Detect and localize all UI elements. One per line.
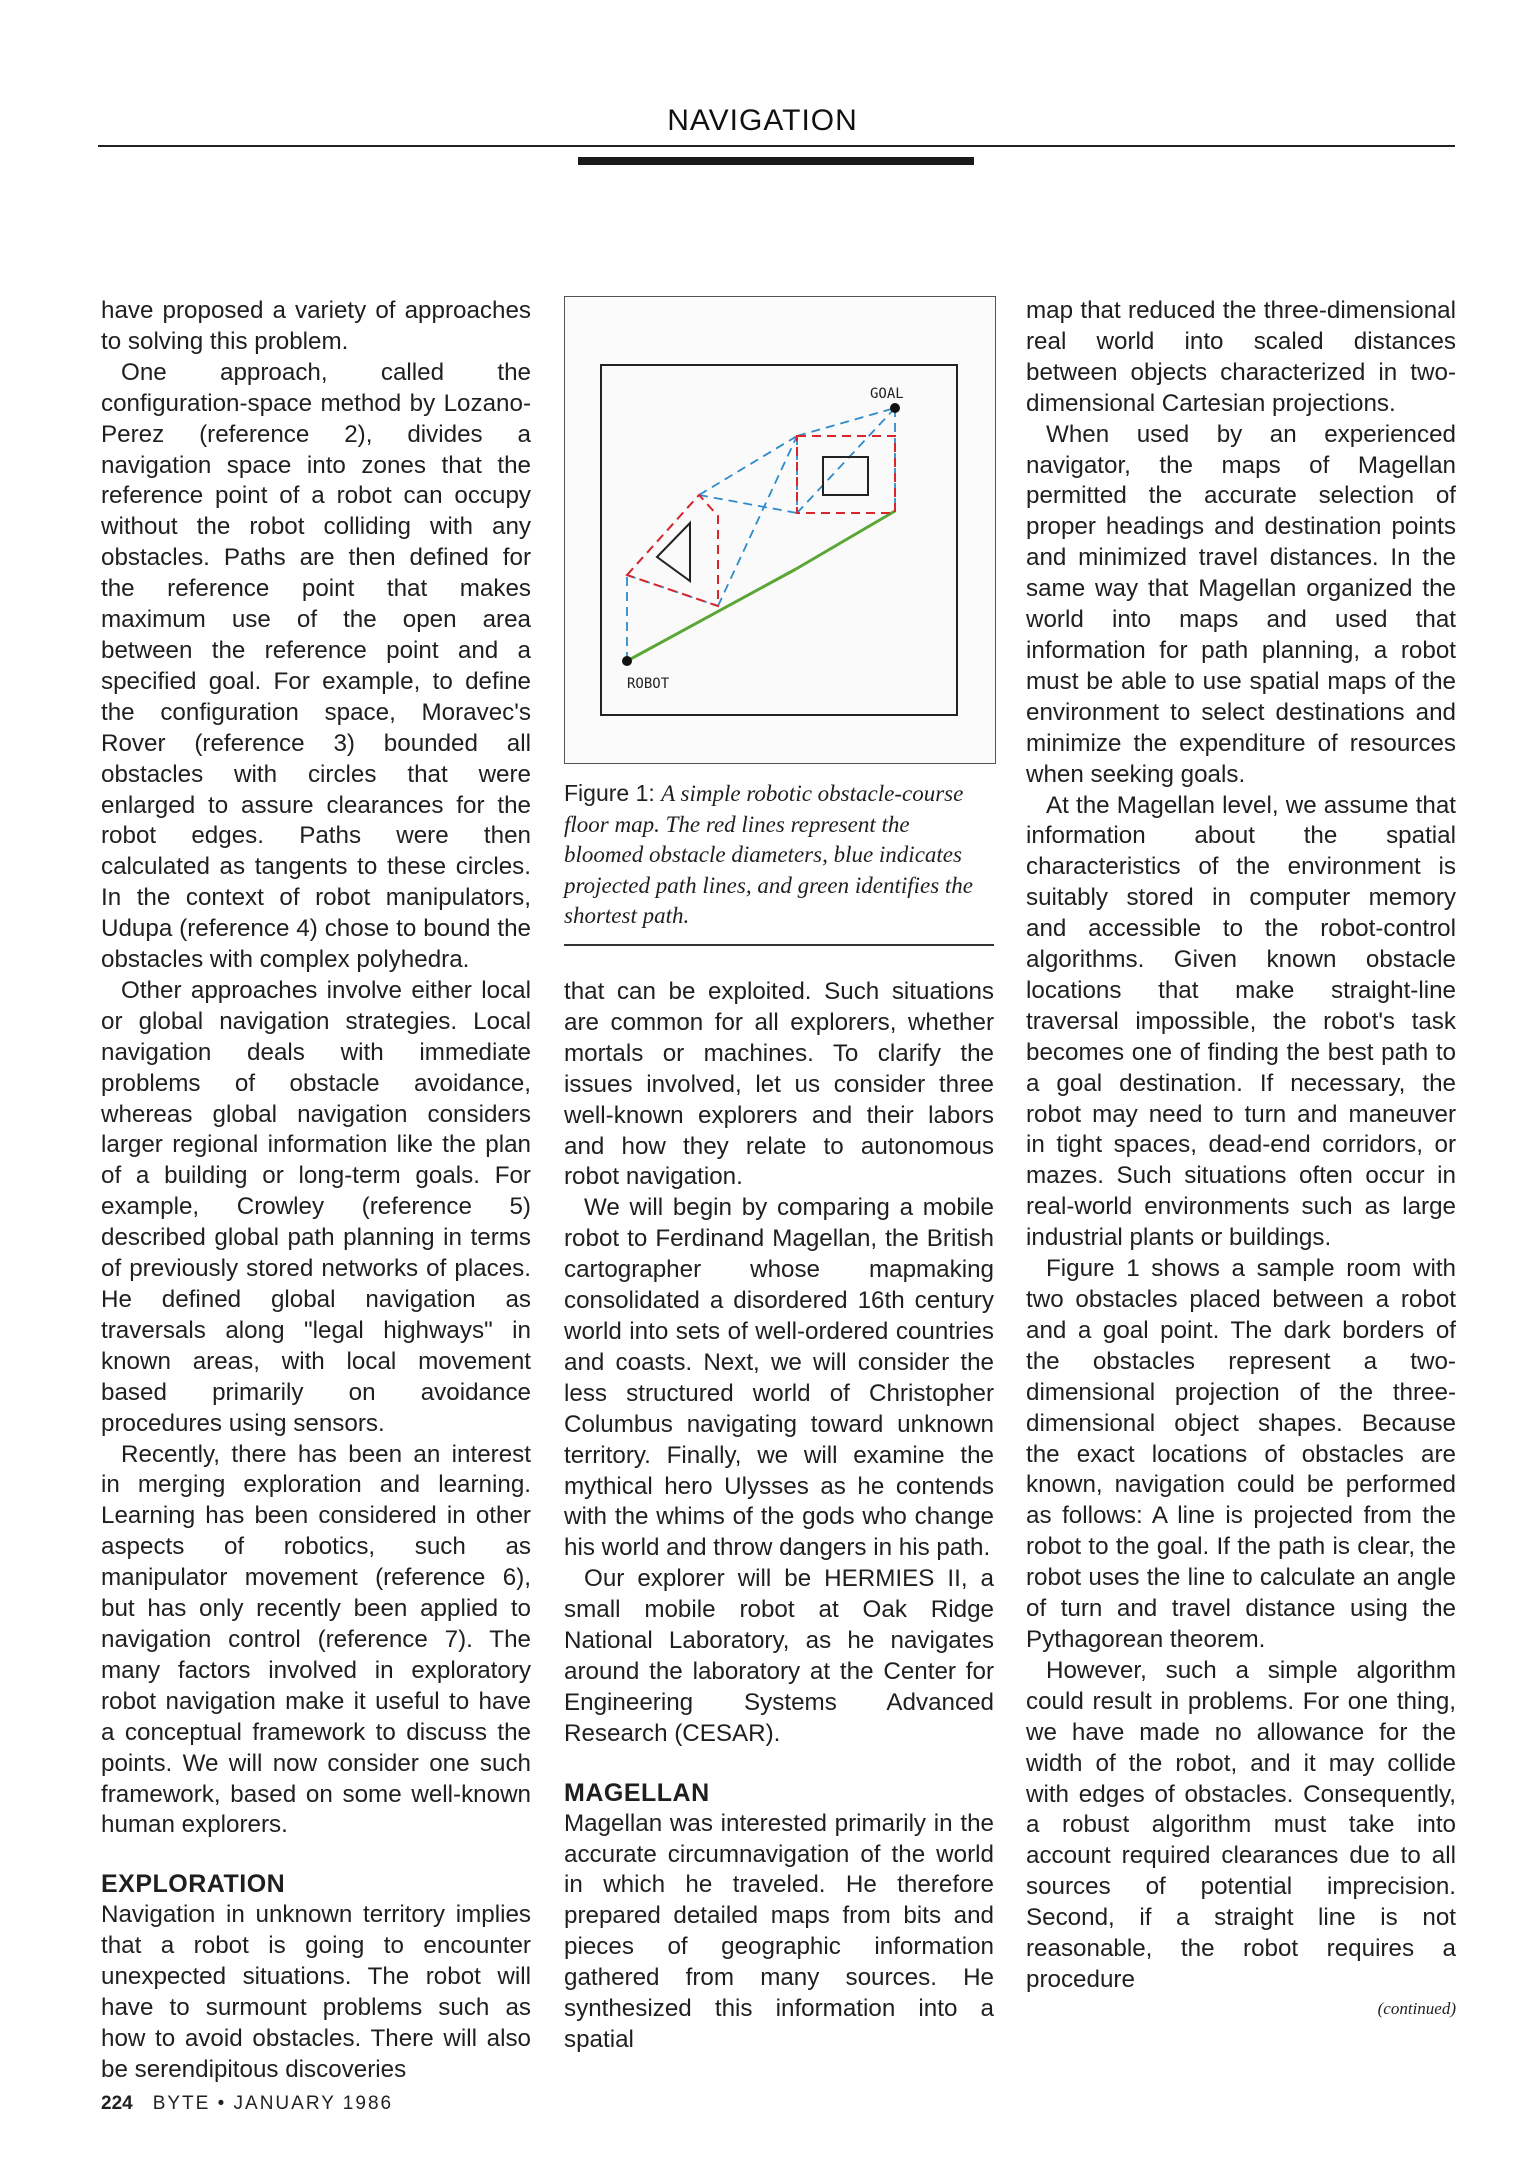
floor-map-diagram <box>565 297 995 763</box>
paragraph: map that reduced the three-dimensional real world into scaled distances between objects characterized in two-dimensional Cartesian projections. <box>1026 297 1456 417</box>
paragraph: We will begin by comparing a mobile robot to Ferdinand Magellan, the British cartographer whose mapmaking consolidated a disordered 16th century world into sets of well-ordered countries and coasts. Next, we will consider the less structured world of Christopher Columbus navigating toward unknown territory. Finally, we will examine the mythical hero Ulysses as he contends with the whims of the gods who change his world and throw dangers in his path. <box>564 1194 994 1562</box>
paragraph: that can be exploited. Such situations are common for all explorers, whether mortals or machines. To clarify the issues involved, let us consider three well-known explorers and their labors and how they relate to autonomous robot navigation. <box>564 978 994 1191</box>
paragraph: When used by an experienced navigator, the maps of Magellan permitted the accurate selection of proper headings and destination points and minimized travel distances. In the same way that Magellan organized the world into maps and used that information for path planning, a robot must be able to use spatial maps of the environment to select destinations and minimize the expenditure of resources when seeking goals. <box>1026 420 1456 788</box>
continued-note: (continued) <box>1377 1998 1456 2018</box>
paragraph: At the Magellan level, we assume that information about the spatial characteristics of the environment is suitably stored in computer memory and accessible to the robot-control algorithms. Given known obstacle locations that make straight-line traversal impossible, the robot's task becomes one of finding the best path to a goal destination. If necessary, the robot may need to turn and maneuver in tight spaces, dead-end corridors, or mazes. Such situations often occur in real-world environments such as large industrial plants or buildings. <box>1026 791 1456 1252</box>
room-outline <box>601 365 957 715</box>
paragraph: Magellan was interested primarily in the accurate circumnavigation of the world in which he traveled. He therefore prepared detailed maps from bits and pieces of geographic information gathered from many sources. He synthesized this information into a spatial <box>564 1809 994 2053</box>
magazine-issue: BYTE • JANUARY 1986 <box>152 2093 394 2114</box>
goal-label: GOAL <box>870 386 904 402</box>
paragraph: However, such a simple algorithm could result in problems. For one thing, we have made no allowance for the width of the robot, and it may collide with edges of obstacles. Consequently, a robust algorithm must take into account required clearances due to all sources of potential imprecision. Second, if a straight line is not reasonable, the robot requires a procedure <box>1026 1656 1456 1993</box>
header-bar <box>578 157 974 165</box>
header-rule <box>98 145 1455 147</box>
goal-point <box>890 403 900 413</box>
paragraph: Navigation in unknown territory implies that a robot is going to encounter unexpected situations. The robot will have to surmount problems such as how to avoid obstacles. There will also be serendipitous discoveries <box>101 1901 531 2083</box>
robot-label: ROBOT <box>627 676 670 692</box>
caption-text: A simple robotic obstacle-course floor map. The red lines represent the bloomed obstacle diameters, blue indicates projected path lines, and green identifies the shortest path. <box>564 781 974 928</box>
caption-label: Figure 1: <box>564 780 662 806</box>
section-header: NAVIGATION <box>667 104 858 137</box>
paragraph: One approach, called the configuration-space method by Lozano-Perez (reference 2), divides a navigation space into zones that the reference point of a robot can occupy without the robot colliding with any obstacles. Paths are then defined for the reference point that makes maximum use of the open area between the reference point and a specified goal. For example, to define the configuration space, Moravec's Rover (reference 3) bounded all obstacles with circles that were enlarged to assure clearances for the robot edges. Paths were then calculated as tangents to these circles. In the context of robot manipulators, Udupa (reference 4) chose to bound the obstacles with complex polyhedra. <box>101 358 531 974</box>
paragraph: have proposed a variety of approaches to solving this problem. <box>101 297 531 355</box>
column-1 <box>101 296 531 2086</box>
section-heading: MAGELLAN <box>564 1778 710 1807</box>
figure-caption <box>564 778 994 932</box>
paragraph: Recently, there has been an interest in merging exploration and learning. Learning has been considered in other aspects of robotics, such as manipulator movement (reference 6), but has only recently been applied to navigation control (reference 7). The many factors involved in exploratory robot navigation make it useful to have a conceptual framework to discuss the points. We will now consider one such framework, based on some well-known human explorers. <box>101 1440 531 1839</box>
column-2 <box>564 977 994 2056</box>
paragraph: Our explorer will be HERMIES II, a small mobile robot at Oak Ridge National Laboratory, as he navigates around the laboratory at the Center for Engineering Systems Advanced Research (CESAR). <box>564 1565 994 1747</box>
section-heading: EXPLORATION <box>101 1870 286 1899</box>
column-3 <box>1026 296 1456 2020</box>
page-footer <box>101 2093 393 2115</box>
paragraph: Figure 1 shows a sample room with two obstacles placed between a robot and a goal point. The dark borders of the obstacles represent a two-dimensional projection of the three-dimensional object shapes. Because the exact locations of obstacles are known, navigation could be performed as follows: A line is projected from the robot to the goal. If the path is clear, the robot uses the line to calculate an angle of turn and travel distance using the Pythagorean theorem. <box>1026 1255 1456 1653</box>
robot-point <box>622 656 632 666</box>
page-number: 224 <box>101 2093 133 2114</box>
caption-rule <box>564 944 994 946</box>
figure-1 <box>564 296 996 764</box>
paragraph: Other approaches involve either local or global navigation strategies. Local navigation deals with immediate problems of obstacle avoidance, whereas global navigation considers larger regional information like the plan of a building or long-term goals. For example, Crowley (reference 5) described global path planning in terms of previously stored networks of places. He defined global navigation as traversals along "legal highways" in known areas, with local movement based primarily on avoidance procedures using sensors. <box>101 976 531 1437</box>
